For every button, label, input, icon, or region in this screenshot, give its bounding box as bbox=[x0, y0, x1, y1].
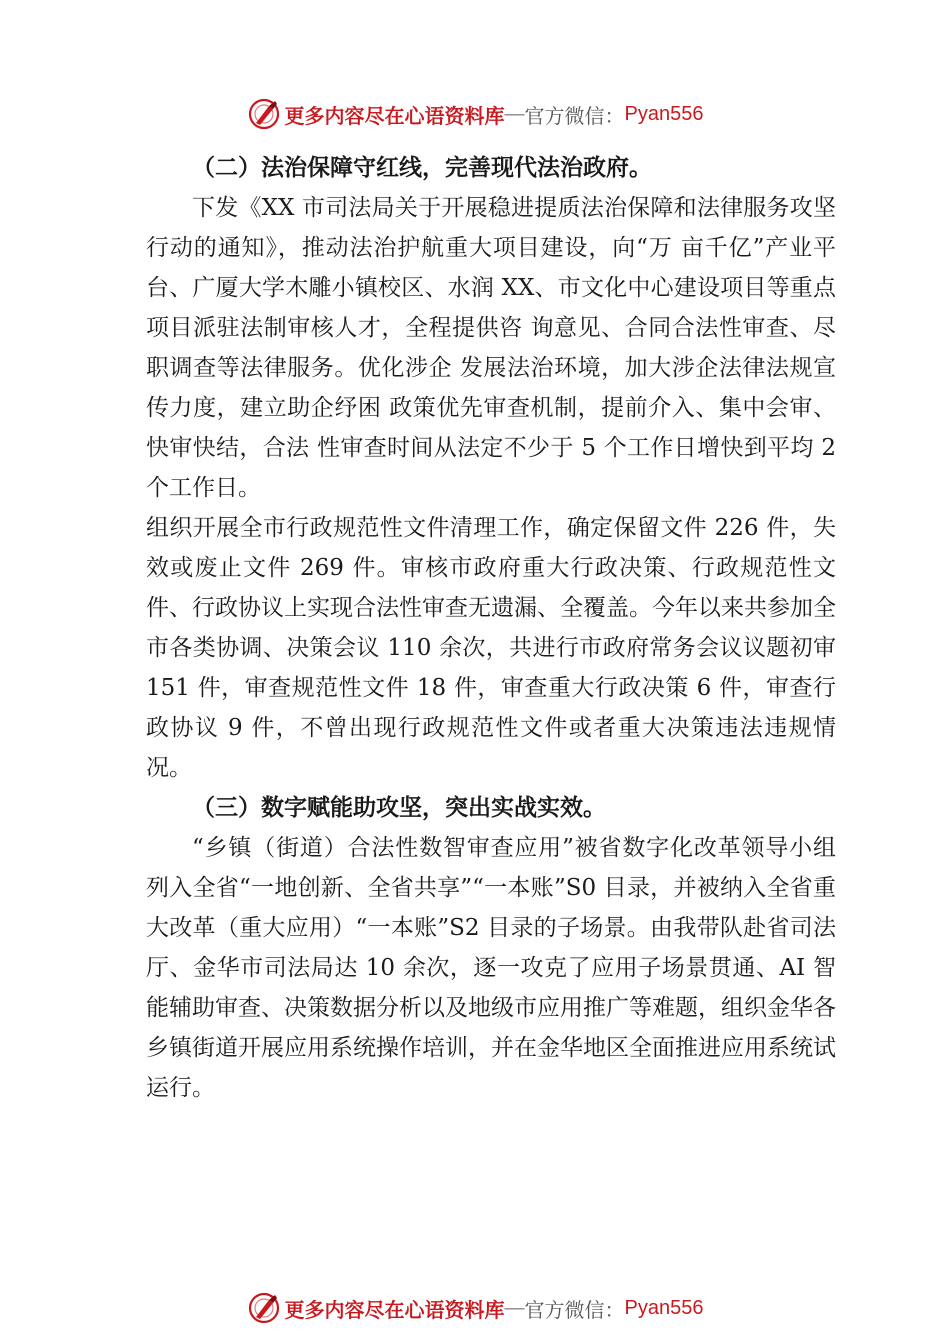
watermark-dash: — bbox=[504, 1296, 525, 1319]
watermark-dash: — bbox=[504, 102, 525, 125]
section-heading-2: （二）法治保障守红线，完善现代法治政府。 bbox=[192, 154, 652, 181]
pen-nib-circle-icon bbox=[247, 97, 281, 131]
footer-watermark bbox=[0, 1288, 950, 1328]
paragraph-legal-services: 下发《XX 市司法局关于开展稳进提质法治保障和法律服务攻坚行动的通知》，推动法治护航重大项目建设，向“万 亩千亿”产业平台、广厦大学木雕小镇校区、水润 XX、市文化中心建设项目等重点项目派驻法制审核人才，全程提供咨 询意见、合同合法性审查、尽职调查等法律服务。优化涉企 发展法治环境，加大涉企法律法规宣传力度，建立助企纾困 政策优先审查机制，提前介入、集中会审、快审快结，合法 性审查时间从法定不少于 5 个工作日增快到平均 2 个工作日。 bbox=[146, 195, 836, 501]
pen-nib-circle-icon bbox=[247, 1291, 281, 1325]
header-watermark bbox=[0, 94, 950, 134]
paragraph-digital-app: “乡镇（街道）合法性数智审查应用”被省数字化改革领导小组列入全省“一地创新、全省共享”“一本账”S0 目录，并被纳入全省重大改革（重大应用）“一本账”S2 目录的子场景。由我带队赴省司法厅、金华市司法局达 10 余次，逐一攻克了应用子场景贯通、AI 智能辅助审查、决策数据分析以及地级市应用推广等难题，组织金华各乡镇街道开展应用系统操作培训，并在金华地区全面推进应用系统试运行。 bbox=[146, 835, 836, 1101]
document-body bbox=[146, 148, 836, 1108]
watermark-label: 官方微信： bbox=[524, 1297, 625, 1322]
paragraph-document-review: 组织开展全市行政规范性文件清理工作，确定保留文件 226 件，失效或废止文件 269 件。审核市政府重大行政决策、行政规范性文件、行政协议上实现合法性审查无遗漏、全覆盖。今年以来共参加全市各类协调、决策会议 110 余次，共进行市政府常务会议议题初审 151 件，审查规范性文件 18 件，审查重大行政决策 6 件，审查行政协议 9 件，不曾出现行政规范性文件或者重大决策违法违规情况。 bbox=[146, 515, 836, 781]
watermark-wechat-id: Pyan556 bbox=[624, 102, 704, 125]
watermark-site: 更多内容尽在心语资料库 bbox=[284, 1297, 505, 1322]
section-heading-3: （三）数字赋能助攻坚，突出实战实效。 bbox=[192, 794, 606, 821]
watermark-wechat-id: Pyan556 bbox=[624, 1296, 704, 1319]
watermark-label: 官方微信： bbox=[524, 103, 625, 128]
watermark-site: 更多内容尽在心语资料库 bbox=[284, 103, 505, 128]
